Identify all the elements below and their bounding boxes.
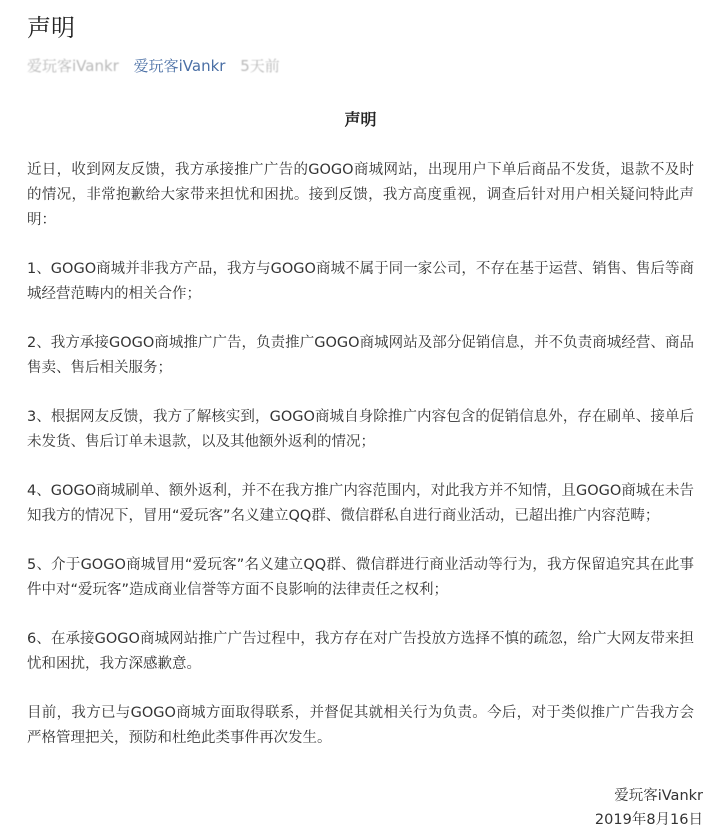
post-source: 爱玩客iVankr xyxy=(27,57,119,75)
article-body xyxy=(27,108,694,775)
paragraph-intro: 近日，收到网友反馈，我方承接推广广告的GOGO商城网站，出现用户下单后商品不发货，退款不及时的情况，非常抱歉给大家带来担忧和困扰。接到反馈，我方高度重视，调查后针对用户相关疑问特此声明： xyxy=(27,162,694,228)
signature-block xyxy=(595,784,703,832)
signature-date: 2019年8月16日 xyxy=(594,812,703,828)
post-author-link[interactable]: 爱玩客iVankr xyxy=(133,57,226,75)
signature-name: 爱玩客iVankr xyxy=(614,788,703,804)
paragraph-item-1: 1、GOGO商城并非我方产品，我方与GOGO商城不属于同一家公司，不存在基于运营、销售、售后等商城经营范畴内的相关合作； xyxy=(27,261,694,302)
post-meta xyxy=(27,55,280,77)
paragraph-closing: 目前，我方已与GOGO商城方面取得联系，并督促其就相关行为负责。今后，对于类似推广广告我方会严格管理把关，预防和杜绝此类事件再次发生。 xyxy=(27,705,694,746)
paragraph-item-6: 6、在承接GOGO商城网站推广广告过程中，我方存在对广告投放方选择不慎的疏忽，给广大网友带来担忧和困扰，我方深感歉意。 xyxy=(27,631,694,672)
post-timestamp: 5天前 xyxy=(240,57,280,75)
paragraph-item-3: 3、根据网友反馈，我方了解核实到，GOGO商城自身除推广内容包含的促销信息外，存在刷单、接单后未发货、售后订单未退款，以及其他额外返利的情况； xyxy=(27,409,694,450)
paragraph-item-5: 5、介于GOGO商城冒用“爱玩客”名义建立QQ群、微信群进行商业活动等行为，我方保留追究其在此事件中对“爱玩客”造成商业信誉等方面不良影响的法律责任之权利； xyxy=(27,557,694,598)
post-title: 声明 xyxy=(27,14,75,42)
paragraph-item-2: 2、我方承接GOGO商城推广广告，负责推广GOGO商城网站及部分促销信息，并不负责商城经营、商品售卖、售后相关服务； xyxy=(27,335,694,376)
paragraph-item-4: 4、GOGO商城刷单、额外返利，并不在我方推广内容范围内，对此我方并不知情，且GOGO商城在未告知我方的情况下，冒用“爱玩客”名义建立QQ群、微信群私自进行商业活动，已超出推广内容范畴； xyxy=(27,483,694,524)
article-heading: 声明 xyxy=(344,110,377,129)
